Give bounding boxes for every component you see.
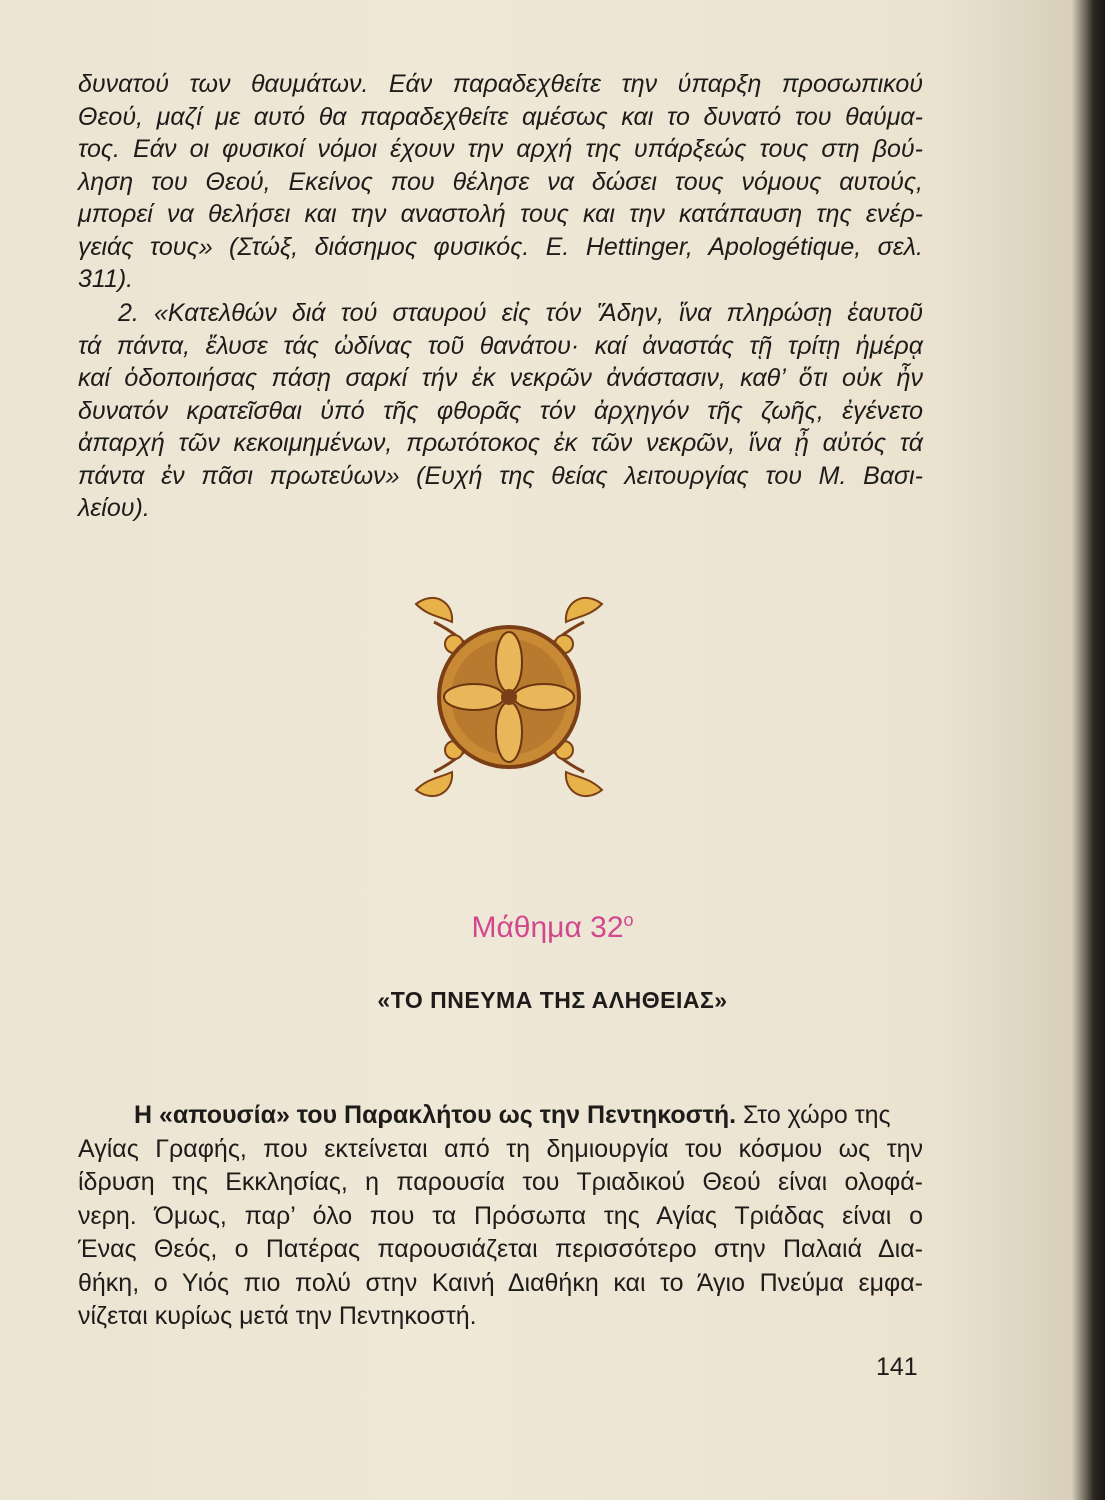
text-line: μπορεί να θελήσει και την αναστολή τους και την κατάπαυση της ενέρ- [78,200,923,228]
text-line: ίδρυση της Εκκλησίας, η παρουσία του Τριαδικού Θεού είναι ολοφά- [78,1168,923,1196]
byzantine-ornament-icon [394,582,624,812]
text-line: νίζεται κυρίως μετά την Πεντηκοστή. [78,1302,477,1330]
text-line: τά πάντα, ἔλυσε τάς ὠδίνας τοῦ θανάτου· καί ἀναστάς τῇ τρίτῃ ἡμέρᾳ [78,331,923,360]
text-line: ἀπαρχή τῶν κεκοιμημένων, πρωτότοκος ἐκ τῶν νεκρῶν, ἵνα ᾖ αὐτός τά [78,429,923,457]
text-line: γειάς τους» (Στώξ, διάσημος φυσικός. E. Hettinger, Apologétique, σελ. [78,232,923,261]
text-line: νερη. Όμως, παρ’ όλο που τα Πρόσωπα της Αγίας Τριάδας είναι ο [78,1201,923,1230]
text-line: θήκη, ο Υιός πιο πολύ στην Καινή Διαθήκη και το Άγιο Πνεύμα εμφα- [78,1268,923,1297]
body-paragraph [78,1099,923,1334]
text-line: τος. Εάν οι φυσικοί νόμοι έχουν την αρχή της υπάρξεώς τους στη βού- [78,135,923,163]
paragraph-heading: Η «απουσία» του Παρακλήτου ως την Πεντηκοστή. [134,1101,737,1129]
text-line: δυνατόν κρατεῖσθαι ὑπό τῆς φθορᾶς τόν ἀρχηγόν τῆς ζωῆς, ἐγένετο [78,396,923,425]
text-line: Ένας Θεός, ο Πατέρας παρουσιάζεται περισσότερο στην Παλαιά Δια- [78,1235,923,1263]
section-title: «ΤΟ ΠΝΕΥΜΑ ΤΗΣ ΑΛΗΘΕΙΑΣ» [377,987,728,1013]
page-number: 141 [876,1353,918,1381]
text-line: 2. «Κατελθών διά τού σταυρού εἰς τόν Ἅδην, ἵνα πληρώσῃ ἑαυτοῦ [118,299,923,327]
text-line: ληση του Θεού, Εκείνος που θέλησε να δώσει τους νόμους αυτούς, [78,167,923,196]
text-line: Η «απουσία» του Παρακλήτου ως την Πεντηκοστή. Στο χώρο της [134,1101,891,1129]
text-line: λείου). [78,494,150,522]
text-line: Αγίας Γραφής, που εκτείνεται από τη δημιουργία του κόσμου ως την [78,1134,923,1163]
text-line: καί ὁδοποιήσας πάσῃ σαρκί τήν ἐκ νεκρῶν ἀνάστασιν, καθ’ ὅτι οὐκ ἦν [78,364,923,392]
text-line: πάντα ἐν πᾶσι πρωτεύων» (Ευχή της θείας λειτουργίας του Μ. Βασι- [78,461,923,490]
text-line: Θεού, μαζί με αυτό θα παραδεχθείτε αμέσως και το δυνατό του θαύμα- [78,102,923,131]
text-line: 311). [78,265,134,293]
quote-liturgy-basil [78,297,923,525]
text-line: δυνατού των θαυμάτων. Εάν παραδεχθείτε την ύπαρξη προσωπικού [78,70,923,98]
quote-stoxe [78,68,923,296]
lesson-title: Μάθημα $32^o$ [471,910,634,944]
